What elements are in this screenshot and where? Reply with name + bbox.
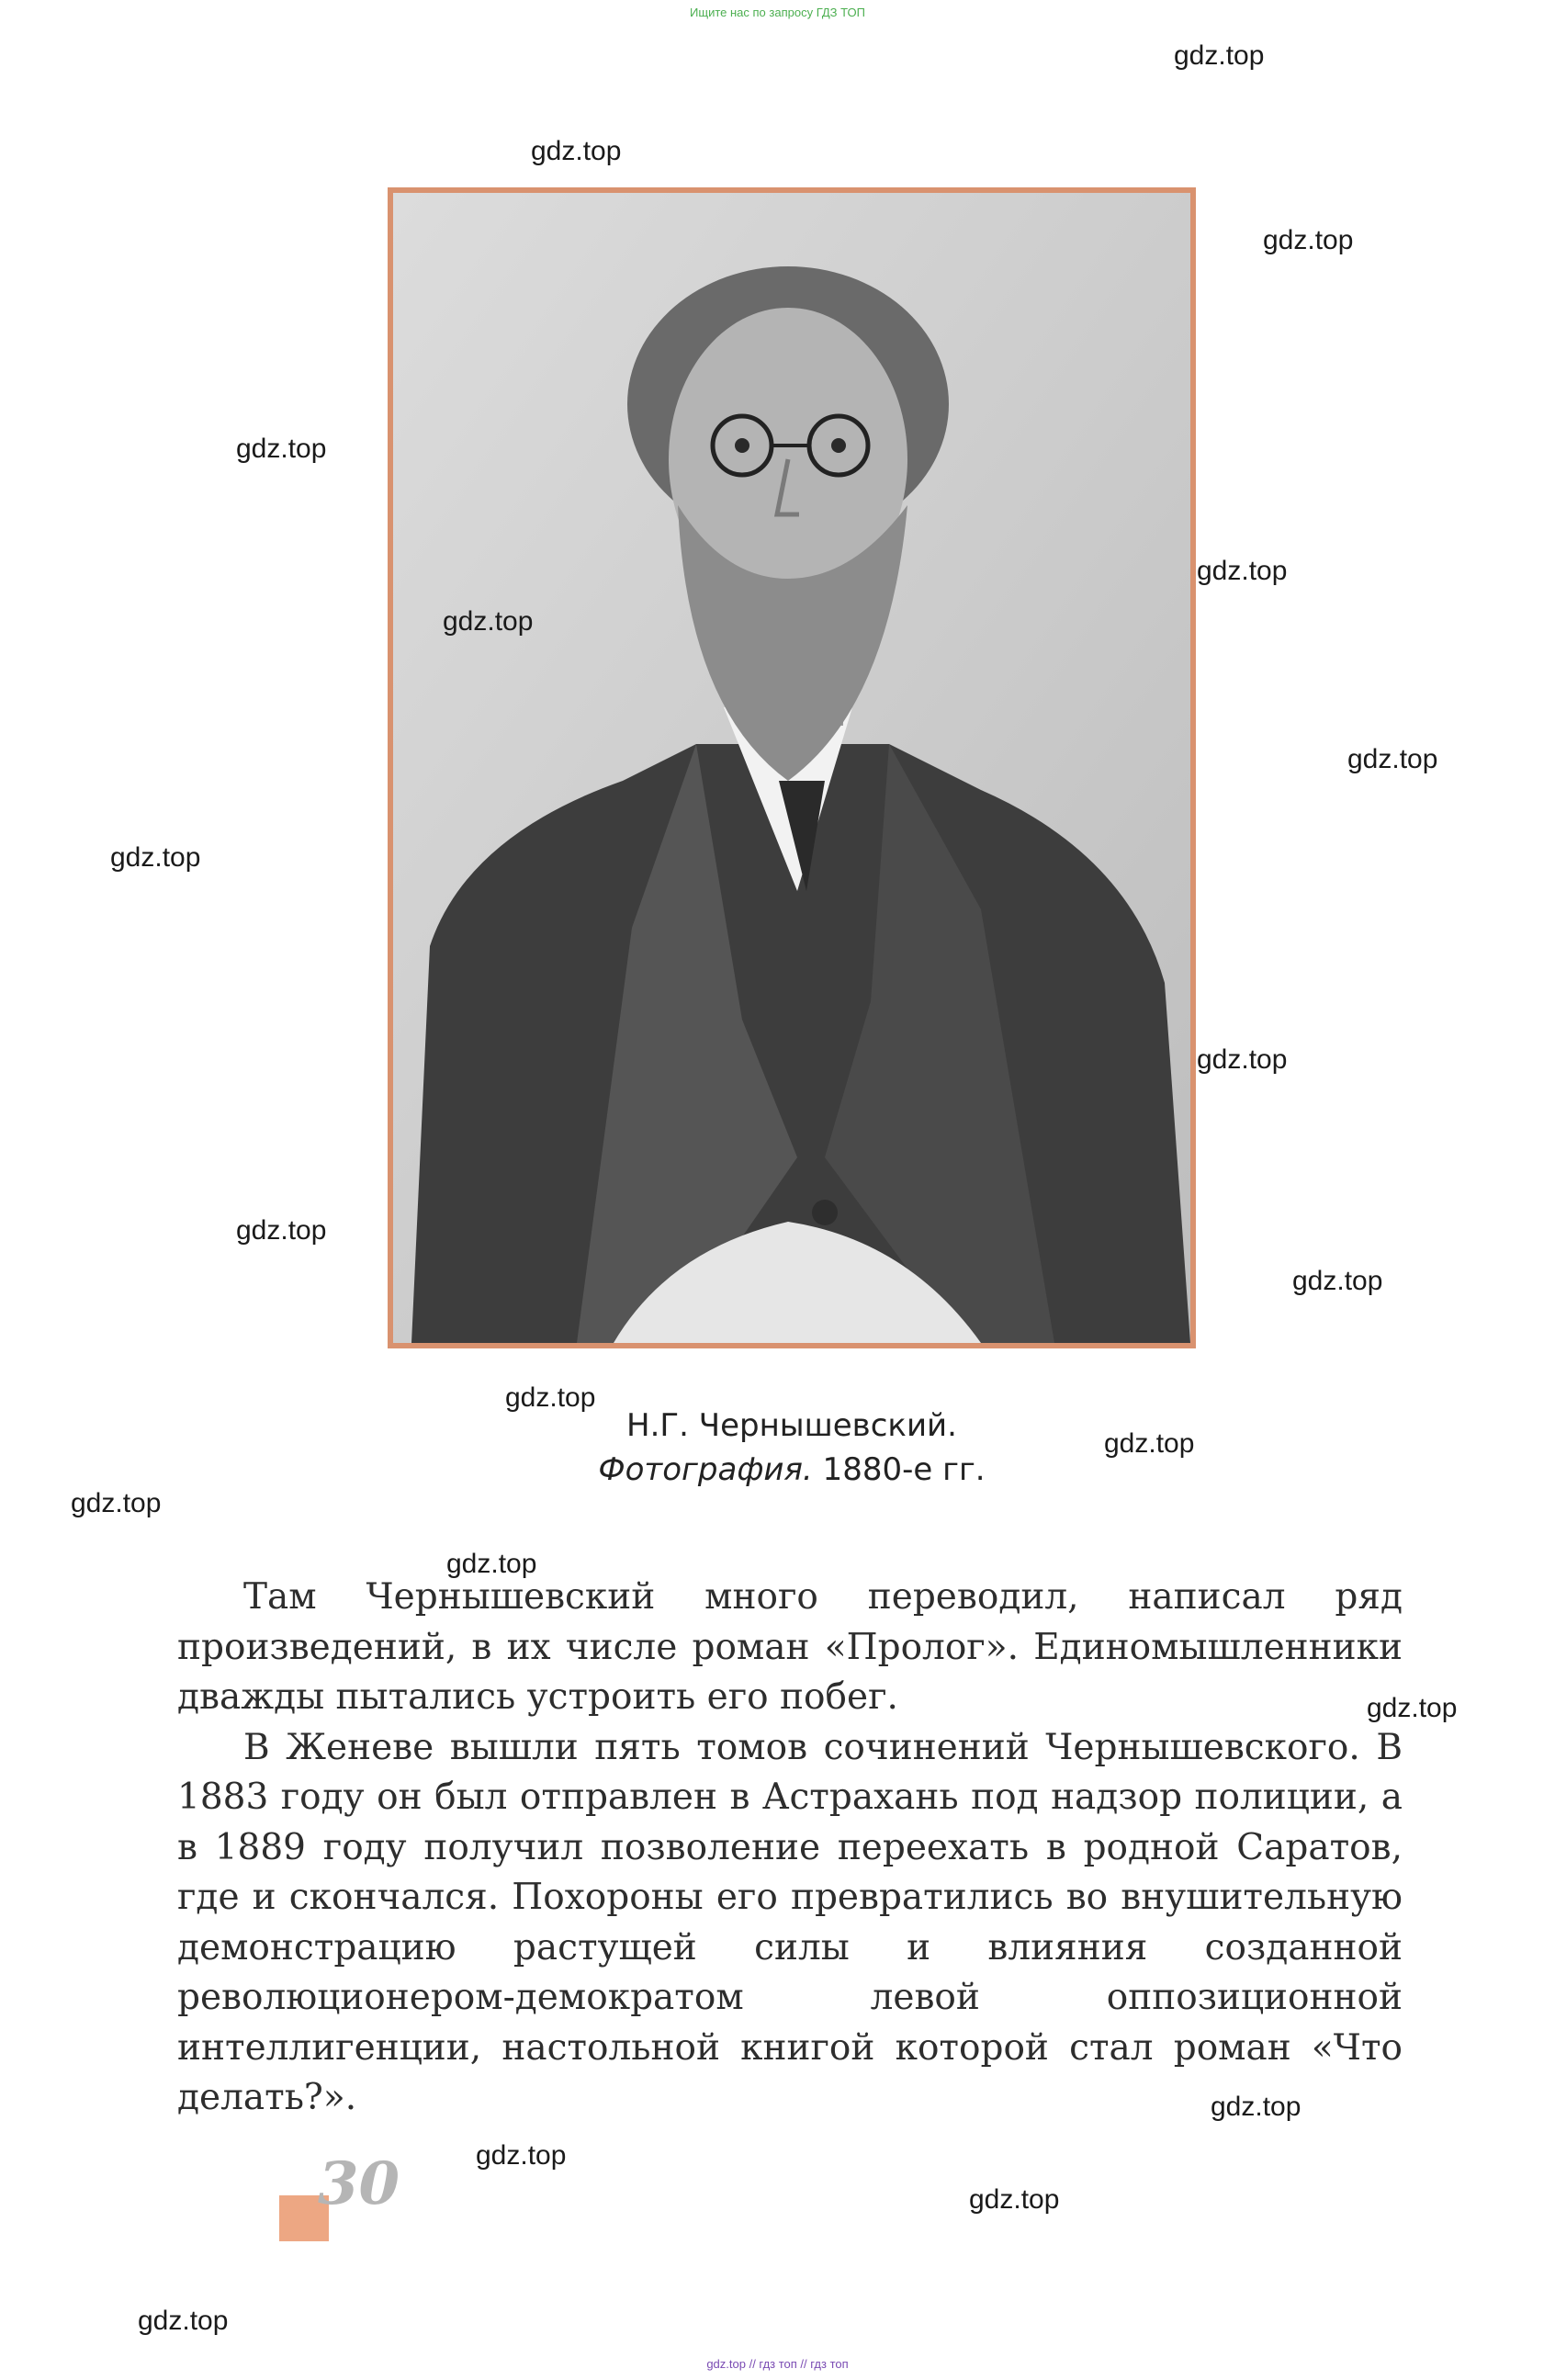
photo-caption-line2 [388,1451,1196,1488]
watermark: gdz.top [236,434,327,464]
watermark: gdz.top [1367,1693,1458,1723]
watermark: gdz.top [443,606,534,637]
watermark: gdz.top [1174,40,1265,71]
watermark: gdz.top [446,1549,537,1579]
body-text [177,1573,1403,2124]
portrait-illustration [393,193,1190,1343]
watermark: gdz.top [531,136,622,166]
photo-caption-date: 1880-е гг. [812,1451,986,1488]
page-number: 30 [318,2149,400,2218]
watermark: gdz.top [1263,225,1354,255]
watermark: gdz.top [1197,556,1288,586]
watermark: gdz.top [110,842,201,873]
watermark: gdz.top [505,1382,596,1413]
photo-caption-line1: Н.Г. Чернышевский. [626,1407,957,1444]
watermark: gdz.top [1104,1428,1195,1459]
top-banner: Ищите нас по запросу ГДЗ ТОП [690,6,865,19]
watermark: gdz.top [1347,744,1438,774]
portrait-photo [388,187,1196,1348]
watermark: gdz.top [138,2306,229,2336]
paragraph-1: Там Чернышевский много переводил, написал ряд произведений, в их числе роман «Пролог». Единомышленники дважды пытались устроить его побег. [177,1576,1403,1718]
watermark: gdz.top [1292,1266,1383,1296]
watermark: gdz.top [476,2140,567,2171]
bottom-banner: gdz.top // гдз топ // гдз топ [706,2357,849,2371]
watermark: gdz.top [71,1488,162,1518]
photo-caption-type: Фотография. [598,1451,813,1488]
paragraph-2: В Женеве вышли пять томов сочинений Чернышевского. В 1883 году он был отправлен в Астрахань под надзор полиции, а в 1889 году получил позволение переехать в родной Саратов, где и скончался. Похороны его превратились во внушительную демонстрацию растущей силы и влияния созданной революционером-демократом левой оппозиционной интеллигенции, настольной книгой которой стал роман «Что делать?». [177,1726,1403,2118]
watermark: gdz.top [236,1215,327,1246]
watermark: gdz.top [1211,2092,1301,2122]
watermark: gdz.top [1197,1044,1288,1075]
watermark: gdz.top [969,2184,1060,2215]
